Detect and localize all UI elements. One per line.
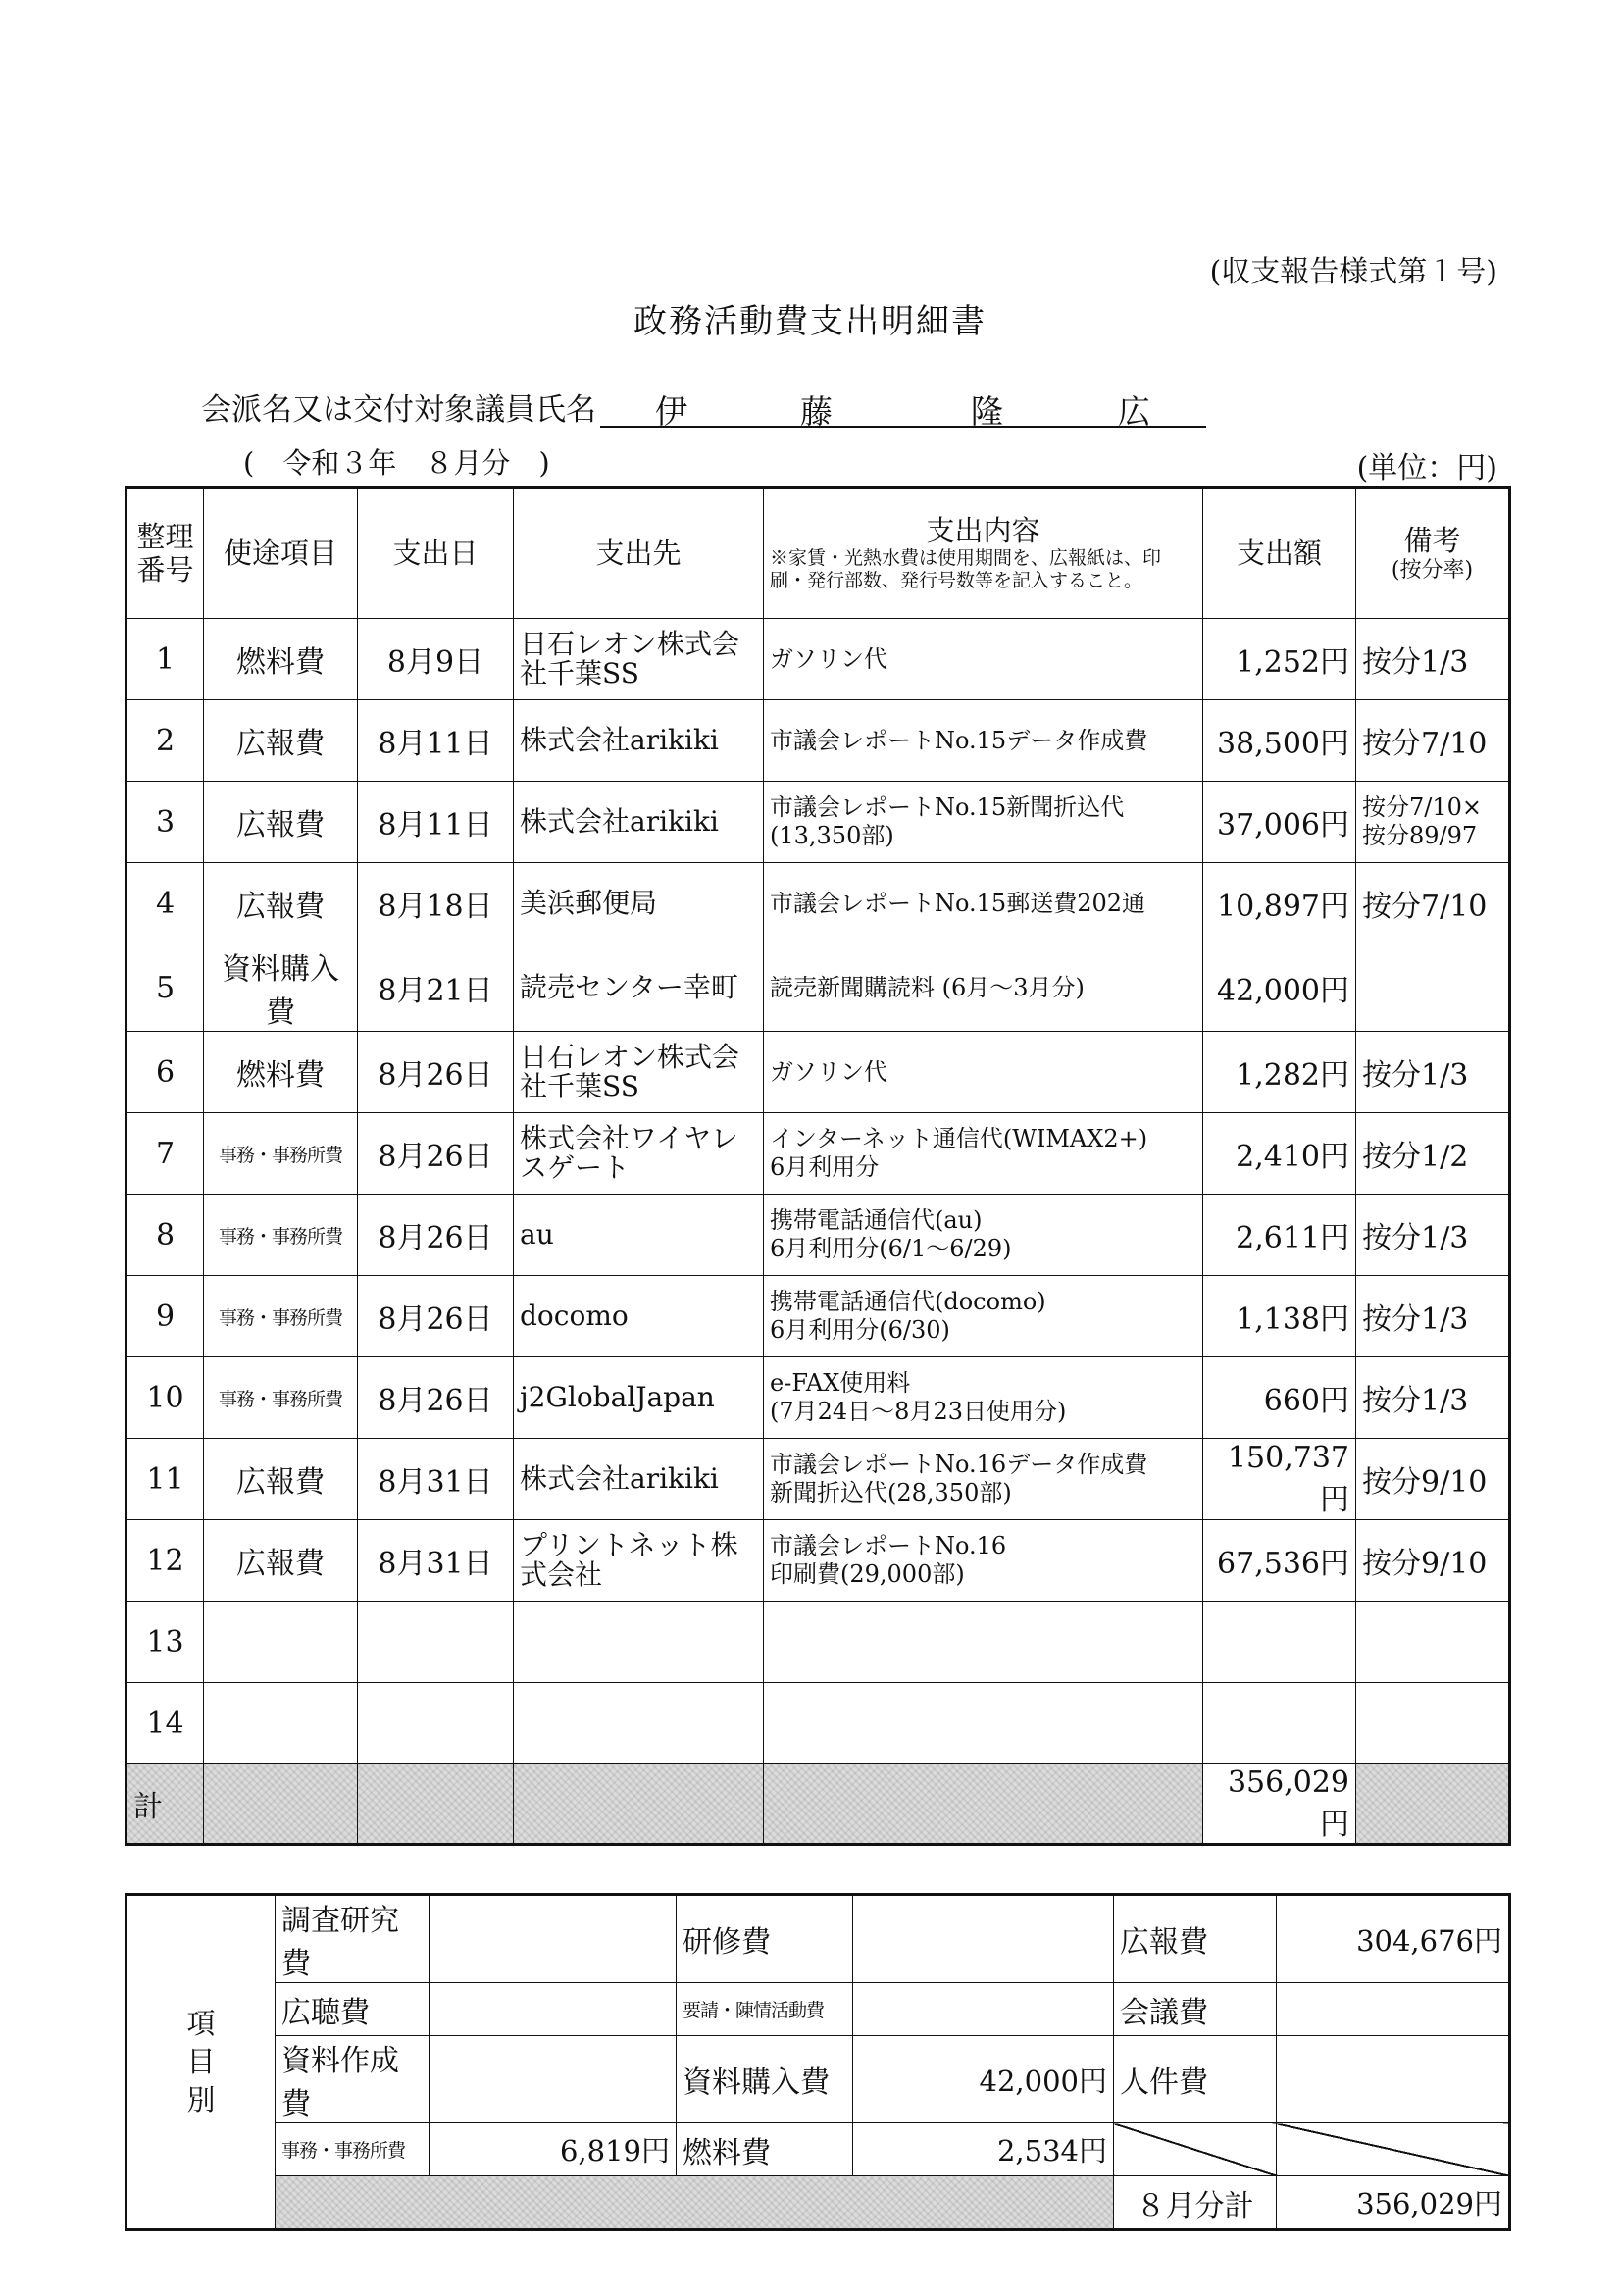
member-name-char: 隆: [971, 392, 1003, 431]
summary-row: [127, 1983, 1510, 2036]
row-category: 事務・事務所費: [204, 1113, 358, 1195]
summary-category: 研修費: [677, 1895, 853, 1983]
row-amount: 150,737円: [1203, 1439, 1356, 1520]
shaded-cell: [764, 1764, 1203, 1845]
row-amount: 42,000円: [1203, 944, 1356, 1032]
document-title: 政務活動費支出明細書: [633, 302, 987, 341]
row-remarks: 按分7/10: [1356, 863, 1510, 944]
row-remarks: [1356, 1602, 1510, 1683]
summary-row: [127, 2123, 1510, 2176]
row-amount: 2,611円: [1203, 1195, 1356, 1276]
summary-value: [853, 1895, 1114, 1983]
table-row: [127, 619, 1510, 700]
row-content: [764, 1683, 1203, 1764]
row-date: 8月21日: [358, 944, 514, 1032]
member-name-char: 伊: [655, 392, 687, 431]
row-no: 13: [127, 1602, 204, 1683]
row-content: ガソリン代: [764, 619, 1203, 700]
row-no: 9: [127, 1276, 204, 1357]
row-amount: 10,897円: [1203, 863, 1356, 944]
table-row: [127, 1683, 1510, 1764]
row-payee: 美浜郵便局: [514, 863, 764, 944]
summary-category: 人件費: [1114, 2036, 1277, 2123]
summary-value: 304,676円: [1277, 1895, 1510, 1983]
row-category: 事務・事務所費: [204, 1276, 358, 1357]
row-date: 8月31日: [358, 1439, 514, 1520]
row-payee: 株式会社arikiki: [514, 782, 764, 863]
row-remarks: [1356, 1683, 1510, 1764]
shaded-cell: [358, 1764, 514, 1845]
row-category: [204, 1683, 358, 1764]
row-content: 携帯電話通信代(au) 6月利用分(6/1～6/29): [764, 1195, 1203, 1276]
summary-value: 42,000円: [853, 2036, 1114, 2123]
table-row: [127, 1520, 1510, 1602]
row-no: 8: [127, 1195, 204, 1276]
table-row: [127, 863, 1510, 944]
summary-category: 会議費: [1114, 1983, 1277, 2036]
name-label: 会派名又は交付対象議員氏名: [201, 392, 596, 428]
header-remarks: [1356, 488, 1510, 619]
row-date: [358, 1602, 514, 1683]
row-category: [204, 1602, 358, 1683]
row-remarks: 按分1/3: [1356, 1032, 1510, 1113]
table-row: [127, 782, 1510, 863]
row-payee: プリントネット株式会社: [514, 1520, 764, 1602]
row-content: 携帯電話通信代(docomo) 6月利用分(6/30): [764, 1276, 1203, 1357]
table-header-row: [127, 488, 1510, 619]
summary-value: [430, 1983, 677, 2036]
summary-category: 広聴費: [276, 1983, 430, 2036]
row-no: 6: [127, 1032, 204, 1113]
member-name-char: 藤: [800, 392, 833, 431]
row-date: 8月26日: [358, 1195, 514, 1276]
row-remarks: 按分9/10: [1356, 1439, 1510, 1520]
summary-category: 資料購入費: [677, 2036, 853, 2123]
row-category: 事務・事務所費: [204, 1357, 358, 1439]
summary-value: 6,819円: [430, 2123, 677, 2176]
unit-label: (単位：円): [1356, 451, 1497, 485]
month-total-value: 356,029円: [1277, 2176, 1510, 2230]
row-remarks: 按分7/10: [1356, 700, 1510, 782]
header-remarks-sub: (按分率): [1391, 557, 1474, 583]
table-row: [127, 1195, 1510, 1276]
table-row: [127, 1602, 1510, 1683]
row-date: 8月26日: [358, 1357, 514, 1439]
row-content: 市議会レポートNo.15郵送費202通: [764, 863, 1203, 944]
header-payee: 支出先: [514, 488, 764, 619]
diagonal-cell: [1114, 2123, 1277, 2176]
table-row: [127, 1439, 1510, 1520]
row-amount: 67,536円: [1203, 1520, 1356, 1602]
total-amount: 356,029円: [1203, 1764, 1356, 1845]
header-remarks-title: 備考: [1403, 524, 1461, 558]
row-remarks: 按分7/10× 按分89/97: [1356, 782, 1510, 863]
total-row: [127, 1764, 1510, 1845]
row-date: 8月26日: [358, 1113, 514, 1195]
row-amount: 1,138円: [1203, 1276, 1356, 1357]
category-summary-table: [125, 1893, 1511, 2231]
row-amount: 37,006円: [1203, 782, 1356, 863]
summary-side-label: [127, 1895, 276, 2230]
row-amount: 38,500円: [1203, 700, 1356, 782]
row-content: 読売新聞購読料 (6月～3月分): [764, 944, 1203, 1032]
row-no: 7: [127, 1113, 204, 1195]
row-no: 1: [127, 619, 204, 700]
summary-category: 燃料費: [677, 2123, 853, 2176]
row-remarks: 按分1/3: [1356, 1276, 1510, 1357]
row-payee: 日石レオン株式会社千葉SS: [514, 1032, 764, 1113]
shaded-cell: [514, 1764, 764, 1845]
diagonal-cell: [1277, 2123, 1510, 2176]
row-content: 市議会レポートNo.15新聞折込代 (13,350部): [764, 782, 1203, 863]
row-payee: 読売センター幸町: [514, 944, 764, 1032]
row-remarks: 按分1/2: [1356, 1113, 1510, 1195]
row-no: 3: [127, 782, 204, 863]
row-no: 12: [127, 1520, 204, 1602]
row-date: 8月11日: [358, 782, 514, 863]
row-no: 5: [127, 944, 204, 1032]
expense-table: [125, 486, 1511, 1846]
row-category: 広報費: [204, 863, 358, 944]
total-label: 計: [127, 1764, 204, 1845]
header-category: 使途項目: [204, 488, 358, 619]
month-total-label: ８月分計: [1114, 2176, 1277, 2230]
row-no: 4: [127, 863, 204, 944]
row-category: 広報費: [204, 1439, 358, 1520]
row-date: 8月9日: [358, 619, 514, 700]
row-amount: [1203, 1602, 1356, 1683]
row-content: 市議会レポートNo.15データ作成費: [764, 700, 1203, 782]
table-row: [127, 1113, 1510, 1195]
row-payee: j2GlobalJapan: [514, 1357, 764, 1439]
table-row: [127, 944, 1510, 1032]
row-category: 資料購入費: [204, 944, 358, 1032]
row-category: 広報費: [204, 1520, 358, 1602]
summary-category: 事務・事務所費: [276, 2123, 430, 2176]
row-amount: [1203, 1683, 1356, 1764]
shaded-cell: [204, 1764, 358, 1845]
header-content-title: 支出内容: [926, 514, 1040, 548]
header-no: 整理番号: [127, 488, 204, 619]
form-number: (収支報告様式第１号): [1209, 255, 1497, 289]
row-payee: docomo: [514, 1276, 764, 1357]
row-category: 事務・事務所費: [204, 1195, 358, 1276]
row-payee: [514, 1602, 764, 1683]
row-payee: 株式会社arikiki: [514, 700, 764, 782]
header-amount: 支出額: [1203, 488, 1356, 619]
summary-total-row: [127, 2176, 1510, 2230]
row-remarks: 按分1/3: [1356, 1195, 1510, 1276]
row-category: 燃料費: [204, 1032, 358, 1113]
summary-category: 要請・陳情活動費: [677, 1983, 853, 2036]
summary-row: [127, 1895, 1510, 1983]
header-date: 支出日: [358, 488, 514, 619]
row-category: 燃料費: [204, 619, 358, 700]
row-date: 8月26日: [358, 1032, 514, 1113]
row-amount: 1,282円: [1203, 1032, 1356, 1113]
summary-row: [127, 2036, 1510, 2123]
row-remarks: 按分1/3: [1356, 619, 1510, 700]
row-date: [358, 1683, 514, 1764]
table-row: [127, 1357, 1510, 1439]
row-category: 広報費: [204, 782, 358, 863]
row-category: 広報費: [204, 700, 358, 782]
summary-category: 広報費: [1114, 1895, 1277, 1983]
summary-value: [1277, 1983, 1510, 2036]
row-remarks: 按分9/10: [1356, 1520, 1510, 1602]
row-date: 8月31日: [358, 1520, 514, 1602]
row-content: e-FAX使用料 (7月24日～8月23日使用分): [764, 1357, 1203, 1439]
row-content: 市議会レポートNo.16 印刷費(29,000部): [764, 1520, 1203, 1602]
row-content: 市議会レポートNo.16データ作成費 新聞折込代(28,350部): [764, 1439, 1203, 1520]
row-amount: 660円: [1203, 1357, 1356, 1439]
table-row: [127, 1032, 1510, 1113]
row-payee: 株式会社arikiki: [514, 1439, 764, 1520]
row-date: 8月11日: [358, 700, 514, 782]
row-content: [764, 1602, 1203, 1683]
header-content: [764, 488, 1203, 619]
row-content: インターネット通信代(WIMAX2+) 6月利用分: [764, 1113, 1203, 1195]
summary-value: [1277, 2036, 1510, 2123]
expense-rows: [127, 619, 1510, 1764]
row-remarks: 按分1/3: [1356, 1357, 1510, 1439]
summary-value: [430, 1895, 677, 1983]
summary-side-label-text: 項 目 別: [186, 2006, 216, 2117]
row-payee: au: [514, 1195, 764, 1276]
row-remarks: [1356, 944, 1510, 1032]
row-payee: [514, 1683, 764, 1764]
shaded-cell: [1356, 1764, 1510, 1845]
shaded-cell: [276, 2176, 1114, 2230]
member-name-char: 広: [1118, 392, 1150, 431]
period: ( 令和３年 ８月分 ): [243, 446, 550, 480]
row-amount: 2,410円: [1203, 1113, 1356, 1195]
table-row: [127, 700, 1510, 782]
member-name: [600, 386, 1206, 431]
row-date: 8月18日: [358, 863, 514, 944]
summary-category: 調査研究費: [276, 1895, 430, 1983]
row-no: 11: [127, 1439, 204, 1520]
row-no: 14: [127, 1683, 204, 1764]
summary-value: 2,534円: [853, 2123, 1114, 2176]
summary-value: [853, 1983, 1114, 2036]
row-content: ガソリン代: [764, 1032, 1203, 1113]
summary-value: [430, 2036, 677, 2123]
summary-category: 資料作成費: [276, 2036, 430, 2123]
header-content-note: ※家賃・光熱水費は使用期間を、広報紙は、印刷・発行部数、発行号数等を記入すること。: [770, 547, 1162, 592]
row-payee: 日石レオン株式会社千葉SS: [514, 619, 764, 700]
row-payee: 株式会社ワイヤレスゲート: [514, 1113, 764, 1195]
row-date: 8月26日: [358, 1276, 514, 1357]
row-amount: 1,252円: [1203, 619, 1356, 700]
row-no: 10: [127, 1357, 204, 1439]
table-row: [127, 1276, 1510, 1357]
row-no: 2: [127, 700, 204, 782]
